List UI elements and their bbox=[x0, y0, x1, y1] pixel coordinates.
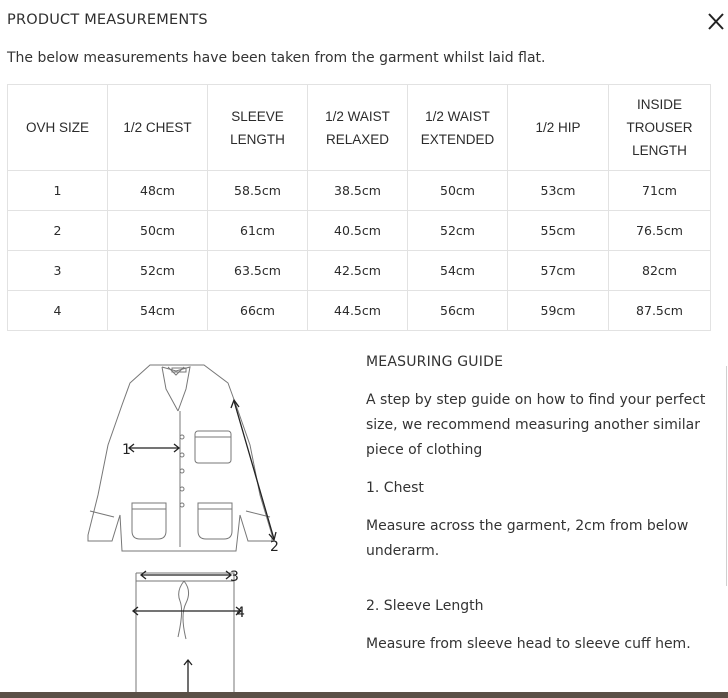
column-header-line: INSIDE bbox=[636, 97, 682, 112]
footer-bar bbox=[0, 692, 728, 698]
marker-4: 4 bbox=[236, 605, 245, 621]
table-cell: 4 bbox=[8, 291, 108, 331]
table-cell: 56cm bbox=[408, 291, 508, 331]
table-cell: 3 bbox=[8, 251, 108, 291]
column-header bbox=[609, 85, 711, 171]
table-cell: 55cm bbox=[508, 211, 609, 251]
step-1-text: Measure across the garment, 2cm from below underarm. bbox=[366, 518, 689, 559]
column-header-line: 1/2 HIP bbox=[535, 120, 581, 135]
column-header-line: SLEEVE bbox=[231, 108, 284, 124]
column-header-line: 1/2 WAIST bbox=[425, 108, 490, 124]
garment-illustration bbox=[80, 355, 280, 695]
table-cell: 44.5cm bbox=[308, 291, 408, 331]
table-cell: 63.5cm bbox=[208, 251, 308, 291]
close-icon[interactable] bbox=[703, 8, 727, 34]
column-header-line: TROUSER bbox=[626, 120, 693, 135]
table-cell: 66cm bbox=[208, 291, 308, 331]
column-header bbox=[408, 85, 508, 171]
table-cell: 76.5cm bbox=[609, 211, 711, 251]
table-cell: 57cm bbox=[508, 251, 609, 291]
table-header-row bbox=[8, 85, 711, 171]
table-cell: 48cm bbox=[108, 171, 208, 211]
table-cell: 61cm bbox=[208, 211, 308, 251]
size-table bbox=[7, 84, 711, 331]
table-cell: 52cm bbox=[108, 251, 208, 291]
guide-intro: A step by step guide on how to find your perfect size, we recommend measuring another similar piece of clothing bbox=[366, 392, 706, 458]
table-cell: 59cm bbox=[508, 291, 609, 331]
scrollbar[interactable] bbox=[722, 366, 727, 586]
table-cell: 50cm bbox=[108, 211, 208, 251]
column-header bbox=[108, 85, 208, 171]
column-header bbox=[208, 85, 308, 171]
table-row bbox=[8, 251, 711, 291]
table-cell: 42.5cm bbox=[308, 251, 408, 291]
guide-title: MEASURING GUIDE bbox=[366, 354, 504, 370]
lower-pocket-right bbox=[198, 503, 232, 539]
step-1-heading: 1. Chest bbox=[366, 480, 424, 496]
table-cell: 54cm bbox=[108, 291, 208, 331]
column-header-line: 1/2 CHEST bbox=[123, 120, 192, 135]
column-header bbox=[508, 85, 609, 171]
marker-1: 1 bbox=[122, 442, 131, 458]
shirt-collar bbox=[162, 367, 190, 411]
column-header-line: LENGTH bbox=[632, 143, 687, 158]
column-header-line: 1/2 WAIST bbox=[325, 108, 390, 124]
table-cell: 52cm bbox=[408, 211, 508, 251]
step-2-text: Measure from sleeve head to sleeve cuff hem. bbox=[366, 636, 691, 652]
column-header bbox=[308, 85, 408, 171]
table-cell: 54cm bbox=[408, 251, 508, 291]
chest-pocket bbox=[195, 431, 231, 463]
column-header bbox=[8, 85, 108, 171]
measuring-guide bbox=[366, 354, 706, 670]
column-header-line: RELAXED bbox=[325, 131, 390, 147]
table-cell: 50cm bbox=[408, 171, 508, 211]
column-header-line: EXTENDED bbox=[420, 131, 495, 147]
table-row bbox=[8, 171, 711, 211]
table-cell: 40.5cm bbox=[308, 211, 408, 251]
marker-3: 3 bbox=[230, 569, 239, 585]
column-header-line: LENGTH bbox=[230, 131, 285, 147]
table-cell: 53cm bbox=[508, 171, 609, 211]
close-button[interactable] bbox=[703, 8, 727, 34]
table-cell: 71cm bbox=[609, 171, 711, 211]
table-row bbox=[8, 291, 711, 331]
column-header-line: OVH SIZE bbox=[25, 120, 89, 135]
table-row bbox=[8, 211, 711, 251]
table-cell: 87.5cm bbox=[609, 291, 711, 331]
table-cell: 2 bbox=[8, 211, 108, 251]
table-cell: 1 bbox=[8, 171, 108, 211]
table-cell: 82cm bbox=[609, 251, 711, 291]
step-2-heading: 2. Sleeve Length bbox=[366, 598, 484, 614]
modal-subtitle: The below measurements have been taken from the garment whilst laid flat. bbox=[7, 50, 546, 66]
marker-2: 2 bbox=[270, 539, 279, 555]
modal-title: PRODUCT MEASUREMENTS bbox=[7, 12, 208, 28]
lower-pocket-left bbox=[132, 503, 166, 539]
table-cell: 38.5cm bbox=[308, 171, 408, 211]
table-cell: 58.5cm bbox=[208, 171, 308, 211]
